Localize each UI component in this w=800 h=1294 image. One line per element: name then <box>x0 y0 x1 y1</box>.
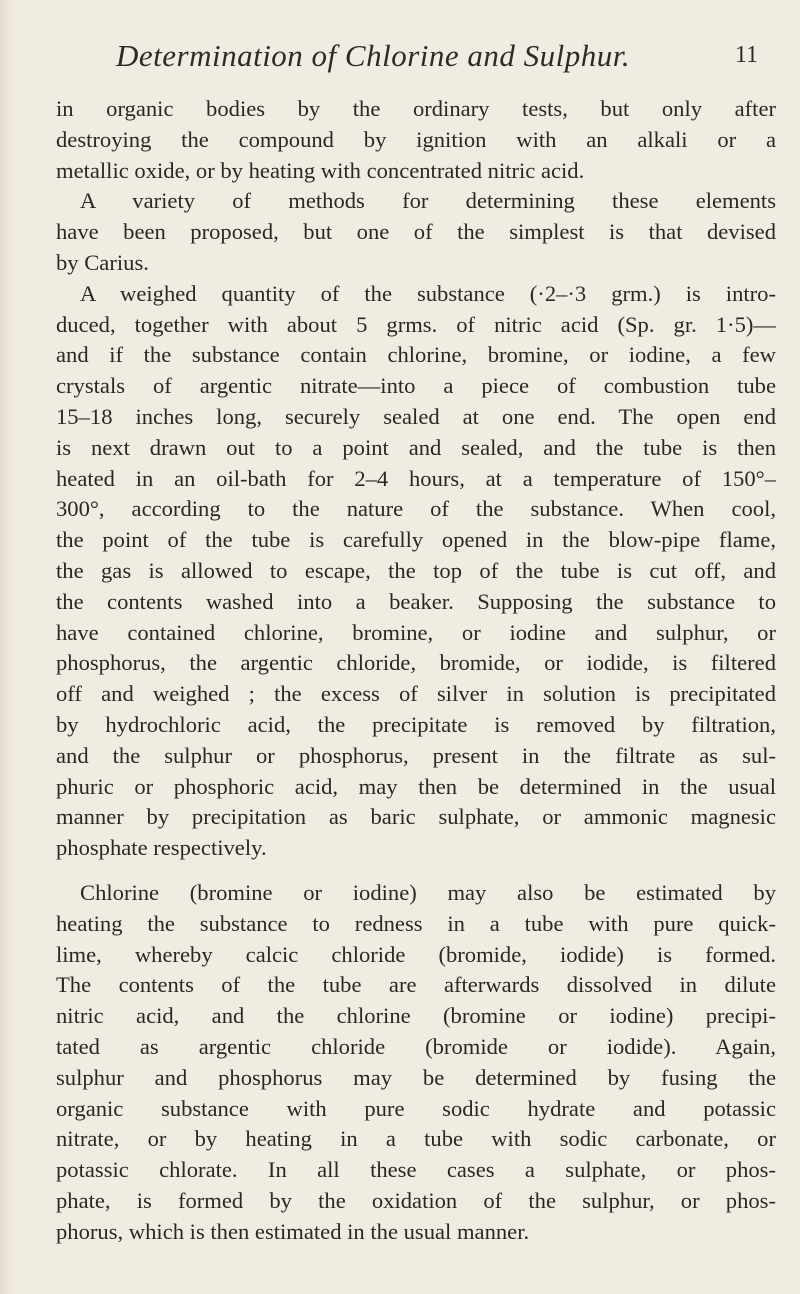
paragraph <box>56 94 776 186</box>
page-edge-shadow <box>0 0 14 1294</box>
text-line: the point of the tube is carefully opened in the blow-pipe flame, <box>56 527 776 553</box>
text-line: have contained chlorine, bromine, or iodine and sulphur, or <box>56 619 776 645</box>
body-text <box>56 94 776 1247</box>
text-line: the contents washed into a beaker. Supposing the substance to <box>56 588 776 614</box>
text-line: metallic oxide, or by heating with concentrated nitric acid. <box>56 157 585 183</box>
text-line: nitrate, or by heating in a tube with sodic carbonate, or <box>56 1126 776 1152</box>
text-line: phosphate respectively. <box>56 835 267 861</box>
text-line: phuric or phosphoric acid, may then be determined in the usual <box>56 773 776 799</box>
text-line: crystals of argentic nitrate—into a piece of combustion tube <box>56 373 776 399</box>
text-line: duced, together with about 5 grms. of nitric acid (Sp. gr. 1·5)— <box>56 311 776 337</box>
text-line: tated as argentic chloride (bromide or iodide). Again, <box>56 1033 776 1059</box>
text-line: heated in an oil-bath for 2–4 hours, at a temperature of 150°– <box>56 465 776 491</box>
text-line: A weighed quantity of the substance (·2–·3 grm.) is intro- <box>80 280 776 306</box>
text-line: 300°, according to the nature of the substance. When cool, <box>56 496 776 522</box>
text-line: 15–18 inches long, securely sealed at one end. The open end <box>56 403 776 429</box>
text-line: phate, is formed by the oxidation of the sulphur, or phos- <box>56 1187 776 1213</box>
text-line: heating the substance to redness in a tube with pure quick- <box>56 910 776 936</box>
text-line: The contents of the tube are afterwards dissolved in dilute <box>56 972 776 998</box>
page-number: 11 <box>735 42 759 68</box>
text-line: sulphur and phosphorus may be determined by fusing the <box>56 1064 776 1090</box>
text-line: in organic bodies by the ordinary tests, but only after <box>56 96 776 121</box>
text-line: the gas is allowed to escape, the top of the tube is cut off, and <box>56 557 776 583</box>
text-line: have been proposed, but one of the simplest is that devised <box>56 219 776 245</box>
text-line: lime, whereby calcic chloride (bromide, iodide) is formed. <box>56 941 776 967</box>
text-line: and the sulphur or phosphorus, present in the filtrate as sul- <box>56 742 776 768</box>
text-line: and if the substance contain chlorine, bromine, or iodine, a few <box>56 342 776 368</box>
text-line: nitric acid, and the chlorine (bromine or iodine) precipi- <box>56 1003 776 1029</box>
text-line: by Carius. <box>56 249 149 275</box>
text-line: phorus, which is then estimated in the usual manner. <box>56 1218 530 1244</box>
text-line: Chlorine (bromine or iodine) may also be estimated by <box>80 879 776 905</box>
paragraph <box>56 279 776 864</box>
text-line: organic substance with pure sodic hydrate and potassic <box>56 1095 776 1121</box>
text-line: destroying the compound by ignition with an alkali or a <box>56 126 776 152</box>
running-title: Determination of Chlorine and Sulphur. <box>116 38 631 73</box>
text-line: is next drawn out to a point and sealed, and the tube is then <box>56 434 776 460</box>
text-line: by hydrochloric acid, the precipitate is removed by filtration, <box>56 711 776 737</box>
text-line: potassic chlorate. In all these cases a sulphate, or phos- <box>56 1157 776 1183</box>
text-line: manner by precipitation as baric sulphate, or ammonic magnesic <box>56 804 776 830</box>
text-line: off and weighed ; the excess of silver in solution is precipitated <box>56 681 776 707</box>
paragraph-gap <box>56 864 776 878</box>
text-line: A variety of methods for determining these elements <box>80 188 776 214</box>
paragraph <box>56 186 776 278</box>
running-head <box>0 38 800 78</box>
text-line: phosphorus, the argentic chloride, bromide, or iodide, is filtered <box>56 650 776 676</box>
paragraph <box>56 878 776 1248</box>
